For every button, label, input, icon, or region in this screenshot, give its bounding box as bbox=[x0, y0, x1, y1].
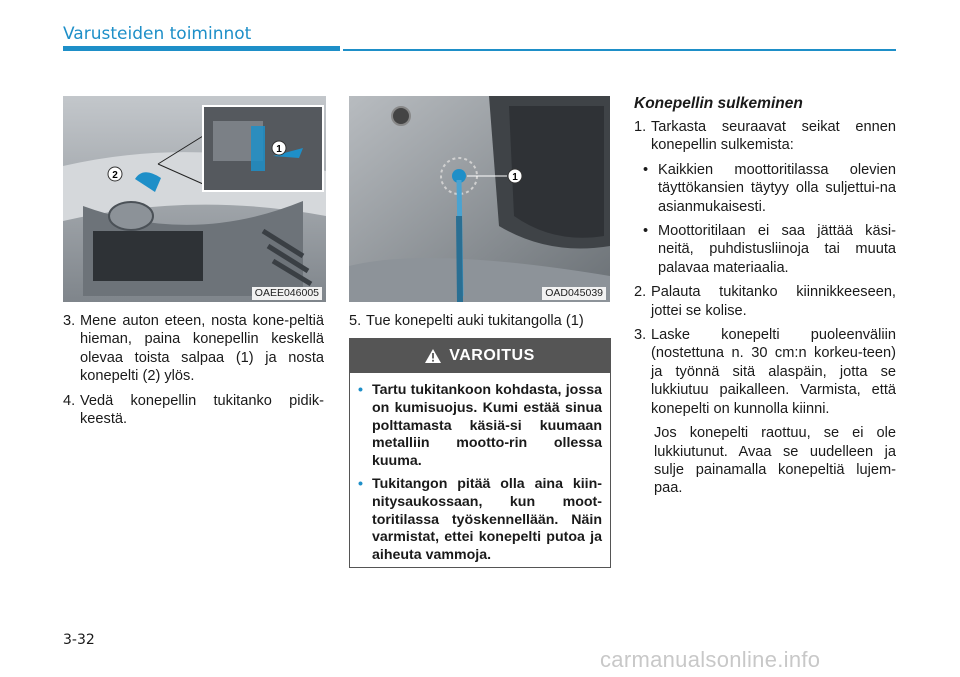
bullet-icon: • bbox=[643, 161, 649, 178]
close-step-3 bbox=[634, 326, 896, 418]
check-bullet-1-text: Kaikkien moottoritilassa olevien täyttökansien täytyy olla suljettui-na asianmukaisesti. bbox=[658, 161, 896, 215]
section-title: Varusteiden toiminnot bbox=[63, 24, 252, 44]
step-4 bbox=[63, 392, 324, 429]
figure-hood-latch-illustration bbox=[63, 96, 326, 302]
warning-body bbox=[350, 373, 610, 565]
bullet-icon: • bbox=[358, 475, 363, 492]
bullet-icon: • bbox=[643, 223, 649, 240]
page-number: 3-32 bbox=[63, 632, 95, 648]
close-step-1 bbox=[634, 118, 896, 155]
step-4-number: 4. bbox=[63, 392, 76, 409]
figure-prop-rod-illustration bbox=[349, 96, 610, 302]
warning-item-1-text: Tartu tukitankoon kohdasta, jossa on kumisuojus. Kumi estää sinua polttamasta käsiä-si kuumaan metalliin mootto-rin ollessa kuuma. bbox=[372, 382, 602, 470]
step-5-text: Tue konepelti auki tukitangolla (1) bbox=[366, 313, 584, 329]
warning-box bbox=[349, 338, 611, 568]
callout-2: 2 bbox=[112, 170, 118, 181]
step-4-text: Vedä konepellin tukitanko pidik-keestä. bbox=[80, 392, 324, 428]
close-step-3-number: 3. bbox=[634, 327, 647, 344]
warning-title: VAROITUS bbox=[449, 347, 535, 364]
step-3-text: Mene auton eteen, nosta kone-peltiä hieman, paina konepellin keskellä olevaa toista salpaa (1) ja nosta konepelti (2) ylös. bbox=[80, 313, 324, 385]
left-column-text bbox=[63, 312, 324, 434]
warning-item-2-text: Tukitangon pitää olla aina kiin-nitysaukossaan, kun moot-toritilassa työskennellään. Näin varmistat, ettei konepelti putoa ja aiheuta vammoja. bbox=[372, 475, 602, 564]
close-step-2-text: Palauta tukitanko kiinnikkeeseen, jottei se kolise. bbox=[651, 284, 896, 319]
figure-code-left: OAEE046005 bbox=[252, 287, 322, 300]
header-rule-thick bbox=[63, 46, 340, 51]
figure-code-middle: OAD045039 bbox=[542, 287, 606, 300]
check-bullet-2 bbox=[634, 222, 896, 277]
closing-hood-heading: Konepellin sulkeminen bbox=[634, 95, 803, 112]
header-rule-thin bbox=[343, 49, 896, 51]
bullet-icon: • bbox=[358, 382, 363, 398]
step-5-number: 5. bbox=[349, 313, 362, 329]
warning-triangle-icon bbox=[425, 349, 441, 363]
step-3 bbox=[63, 312, 324, 386]
check-bullet-1 bbox=[634, 161, 896, 216]
check-bullet-2-text: Moottoritilaan ei saa jättää käsi-neitä, puhdistusliinoja tai muuta palavaa materiaalia. bbox=[658, 223, 896, 276]
figure-hood-prop-rod bbox=[349, 96, 610, 302]
warning-header bbox=[350, 339, 610, 373]
close-step-3-text: Laske konepelti puoleenväliin (nostettuna n. 30 cm:n korkeu-teen) ja työnnä sitä alaspäin, jotta se lukkiutuu paikalleen. Varmista, että konepelti on kunnolla kiinni. bbox=[651, 327, 896, 417]
middle-column-text bbox=[349, 312, 611, 336]
close-step-1-number: 1. bbox=[634, 119, 647, 135]
close-step-2 bbox=[634, 283, 896, 320]
figure-hood-latch bbox=[63, 96, 326, 302]
warning-item-2 bbox=[358, 476, 602, 565]
callout-1-middle: 1 bbox=[512, 172, 518, 183]
close-step-2-number: 2. bbox=[634, 284, 647, 301]
warning-item-1 bbox=[358, 382, 602, 471]
step-3-number: 3. bbox=[63, 313, 76, 329]
watermark: carmanualsonline.info bbox=[600, 647, 821, 672]
close-note: Jos konepelti raottuu, se ei ole lukkiutunut. Avaa se uudelleen ja sulje painamalla konepeltiä lujem-paa. bbox=[654, 425, 896, 497]
close-step-1-text: Tarkasta seuraavat seikat ennen konepellin sulkemista: bbox=[651, 119, 896, 154]
step-5 bbox=[349, 312, 611, 330]
right-column-text bbox=[634, 118, 896, 498]
callout-1: 1 bbox=[276, 144, 282, 155]
